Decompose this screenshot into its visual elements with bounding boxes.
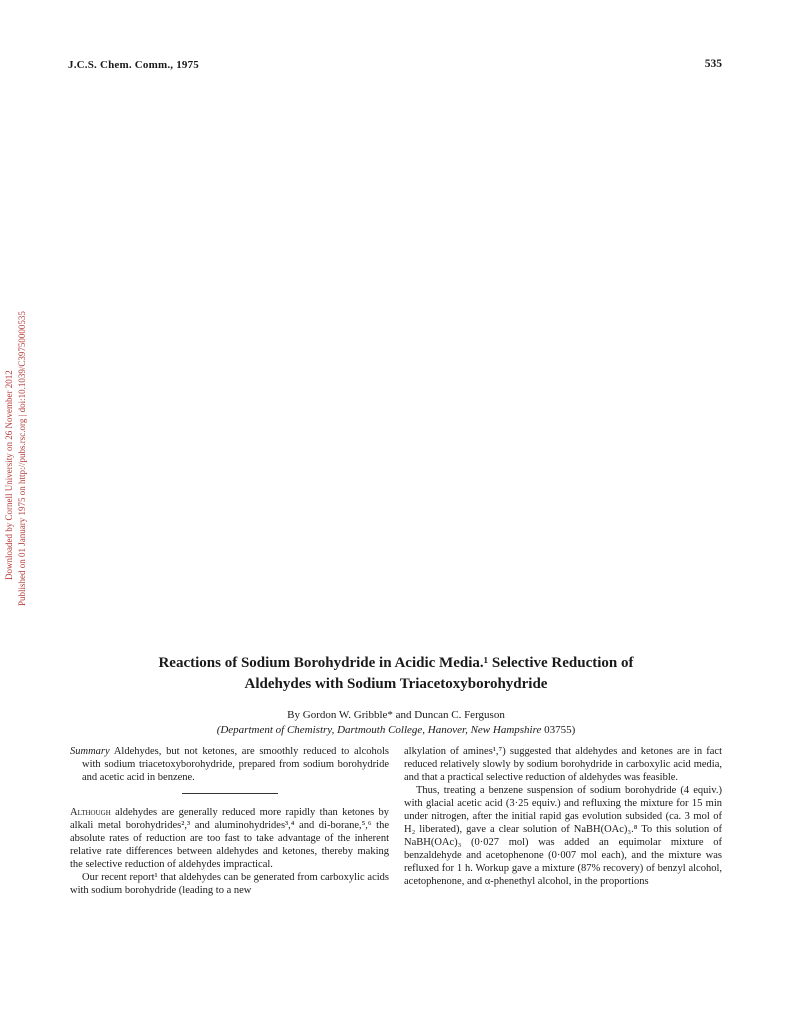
summary-text: Aldehydes, but not ketones, are smoothly reduced to alcohols with sodium triacetoxyborohydride, prepared from sodium borohydride and acetic acid in benzene. bbox=[82, 746, 390, 783]
title-line-1: Reactions of Sodium Borohydride in Acidic Media.¹ Selective Reduction of bbox=[158, 655, 634, 671]
body-paragraph-2: Our recent report¹ that aldehydes can be generated from carboxylic acids with sodium borohydride (leading to a new bbox=[70, 872, 389, 896]
publication-doi-link[interactable]: Published on 01 January 1975 on http://pubs.rsc.org | doi:10.1039/C39750000535 bbox=[17, 311, 27, 606]
affiliation-text: (Department of Chemistry, Dartmouth College, Hanover, New Hampshire bbox=[216, 724, 542, 736]
left-column bbox=[70, 745, 389, 897]
affiliation-zip: 03755) bbox=[544, 724, 576, 736]
right-column bbox=[404, 745, 722, 888]
body-paragraph-4: Thus, treating a benzene suspension of sodium borohydride (4 equiv.) with glacial acetic acid (3·25 equiv.) and refluxing the mixture for 15 min under nitrogen, after the initial rapid gas evolution subsided (ca. 3 mol of H₂ liberated), gave a clear solution of NaBH(OAc)₃.⁸ To this solution of NaBH(OAc)₃ (0·027 mol) was added an equimolar mixture of benzaldehyde and acetophenone (0·007 mol each), and the mixture was refluxed for 1 h. Workup gave a mixture (87% recovery) of benzyl alcohol, acetophenone, and α-phenethyl alcohol, in the proportions bbox=[404, 785, 722, 887]
title-line-2: Aldehydes with Sodium Triacetoxyborohydride bbox=[244, 676, 548, 692]
page-number: 535 bbox=[704, 58, 722, 70]
download-notice: Downloaded by Cornell University on 26 November 2012 bbox=[4, 370, 14, 580]
summary-label: Summary bbox=[70, 746, 110, 757]
affiliation bbox=[70, 724, 722, 736]
body-paragraph-3: alkylation of amines¹,⁷) suggested that aldehydes and ketones are in fact reduced relatively slowly by sodium borohydride in carboxylic acid media, and that a practical selective reduction of aldehydes was feasible. bbox=[404, 746, 722, 783]
journal-header: J.C.S. Chem. Comm., 1975 bbox=[68, 59, 199, 71]
body-paragraph-1 bbox=[70, 806, 389, 871]
paragraph-1-text: aldehydes are generally reduced more rapidly than ketones by alkali metal borohydrides²,³ and aluminohydrides³,⁴ and di-borane,⁵,⁶ the absolute rates of reduction are too fast to take advantage of the inherent relative rate differences between aldehydes and ketones, thereby making the selective reduction of aldehydes impractical. bbox=[70, 807, 390, 870]
section-divider bbox=[182, 793, 278, 794]
article-title bbox=[70, 653, 722, 695]
opening-word: Although bbox=[70, 807, 111, 818]
author-line: By Gordon W. Gribble* and Duncan C. Ferguson bbox=[287, 709, 505, 721]
summary-paragraph bbox=[70, 745, 389, 784]
